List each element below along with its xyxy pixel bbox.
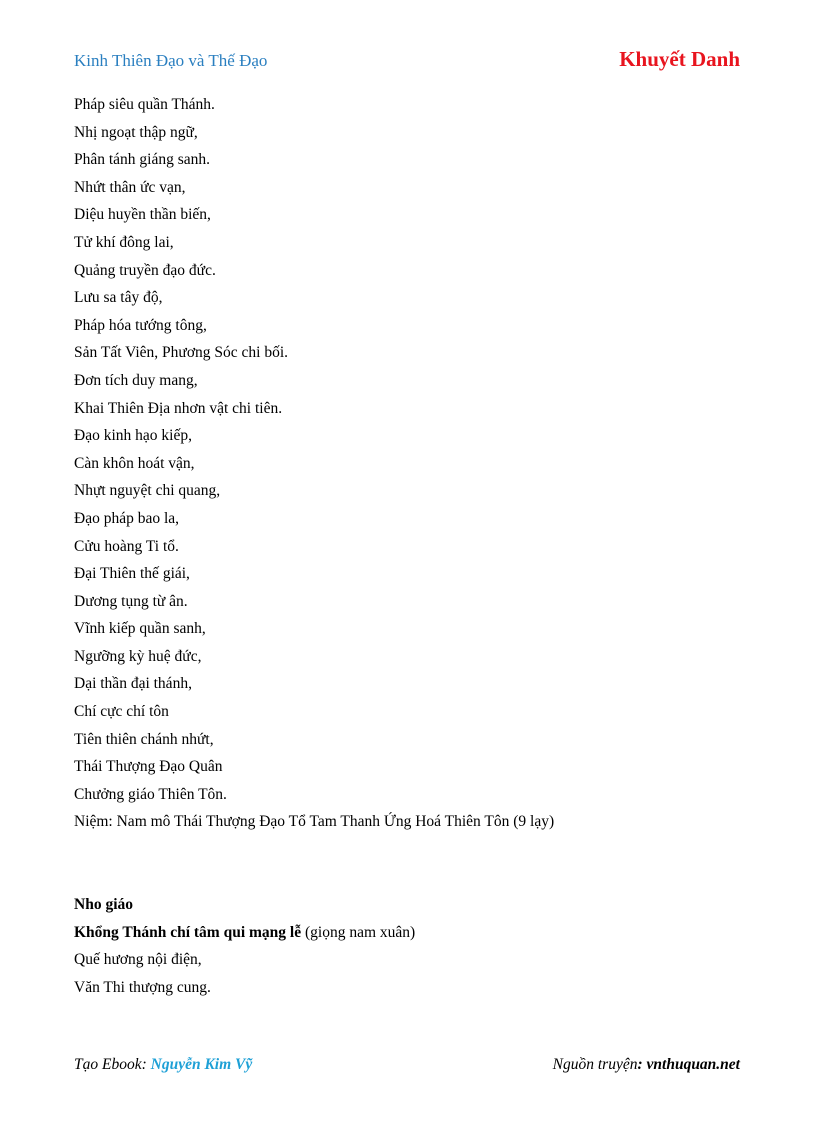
source-label: Nguồn truyện xyxy=(552,1056,638,1073)
book-title: Kinh Thiên Đạo và Thế Đạo xyxy=(74,51,268,70)
text-line: Văn Thi thượng cung. xyxy=(74,978,211,996)
text-line: Khai Thiên Địa nhơn vật chi tiên. xyxy=(74,399,283,417)
document-body xyxy=(74,91,754,1001)
prayer-note: (giọng nam xuân) xyxy=(301,923,416,941)
text-line: Quảng truyền đạo đức. xyxy=(74,261,216,279)
author-name: Khuyết Danh xyxy=(619,47,740,71)
creator-separator: : xyxy=(141,1056,151,1073)
creator-label: Tạo Ebook xyxy=(74,1056,142,1073)
text-line: Dương tụng từ ân. xyxy=(74,592,188,610)
prayer-heading xyxy=(74,919,754,947)
text-line: Ngưỡng kỳ huệ đức, xyxy=(74,647,202,665)
text-line: Càn khôn hoát vận, xyxy=(74,454,195,472)
text-line: Đại Thiên thế giái, xyxy=(74,565,190,583)
source-name: vnthuquan.net xyxy=(646,1056,740,1073)
ebook-credit xyxy=(74,1056,252,1074)
text-line: Tiên thiên chánh nhứt, xyxy=(74,730,214,748)
section-spacer xyxy=(74,836,754,891)
source-separator: : xyxy=(637,1056,647,1073)
text-line: Đạo pháp bao la, xyxy=(74,509,180,527)
text-line: Nhựt nguyệt chi quang, xyxy=(74,482,221,500)
text-line: Chưởng giáo Thiên Tôn. xyxy=(74,785,227,803)
text-line: Diệu huyền thần biến, xyxy=(74,206,211,224)
text-line: Đạo kinh hạo kiếp, xyxy=(74,427,192,445)
text-line: Tử khí đông lai, xyxy=(74,233,174,251)
text-line: Nhị ngoạt thập ngữ, xyxy=(74,123,198,141)
text-line: Pháp hóa tướng tông, xyxy=(74,316,207,334)
text-line: Phân tánh giáng sanh. xyxy=(74,151,211,169)
text-line: Chí cực chí tôn xyxy=(74,703,169,721)
text-line: Niệm: Nam mô Thái Thượng Đạo Tổ Tam Thanh Ứng Hoá Thiên Tôn (9 lạy) xyxy=(74,813,555,831)
text-line: Dại thần đại thánh, xyxy=(74,675,192,693)
text-line: Lưu sa tây độ, xyxy=(74,289,163,307)
prayer-title: Khổng Thánh chí tâm qui mạng lễ xyxy=(74,923,302,941)
section-heading: Nho giáo xyxy=(74,896,133,914)
text-line: Quế hương nội điện, xyxy=(74,951,202,969)
text-line: Cửu hoàng Ti tổ. xyxy=(74,537,179,555)
text-line: Pháp siêu quần Thánh. xyxy=(74,96,215,113)
source-credit xyxy=(553,1056,740,1074)
text-line: Nhứt thân ức vạn, xyxy=(74,178,186,196)
text-line: Đơn tích duy mang, xyxy=(74,371,198,389)
text-line: Sản Tất Viên, Phương Sóc chi bối. xyxy=(74,344,289,362)
creator-name: Nguyễn Kim Vỹ xyxy=(150,1056,253,1073)
text-line: Vĩnh kiếp quần sanh, xyxy=(74,620,206,638)
text-line: Thái Thượng Đạo Quân xyxy=(74,758,223,776)
